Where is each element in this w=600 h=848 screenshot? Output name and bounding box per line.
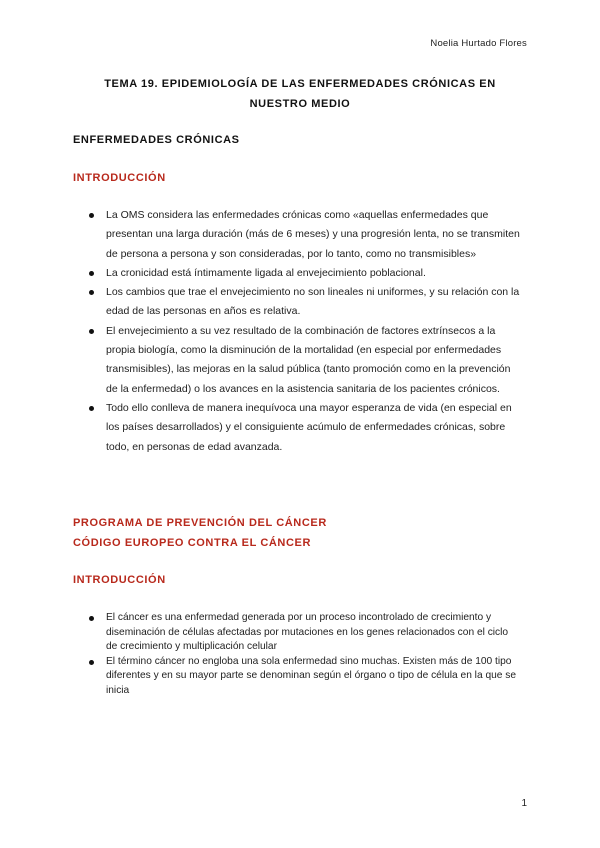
header-author: Noelia Hurtado Flores bbox=[430, 38, 527, 49]
list-item: La cronicidad está íntimamente ligada al envejecimiento poblacional. bbox=[89, 264, 523, 283]
section2-heading-line1: PROGRAMA DE PREVENCIÓN DEL CÁNCER bbox=[73, 517, 327, 529]
list-item: El cáncer es una enfermedad generada por un proceso incontrolado de crecimiento y diseminación de células afectadas por mutaciones en los genes relacionados con el ciclo de crecimiento y multiplicación celular bbox=[89, 611, 521, 655]
list-item: Los cambios que trae el envejecimiento no son lineales ni uniformes, y su relación con la edad de las personas en años es relativa. bbox=[89, 283, 523, 322]
section1-subheading: INTRODUCCIÓN bbox=[73, 172, 166, 184]
page-title-line2: NUESTRO MEDIO bbox=[249, 98, 351, 110]
section2-heading bbox=[73, 513, 327, 553]
section2-bullet-list bbox=[89, 611, 521, 699]
page-title-line1: TEMA 19. EPIDEMIOLOGÍA DE LAS ENFERMEDADES CRÓNICAS EN bbox=[104, 78, 496, 90]
page-title bbox=[60, 74, 540, 114]
page-number: 1 bbox=[521, 798, 527, 809]
list-item: El término cáncer no engloba una sola enfermedad sino muchas. Existen más de 100 tipo diferentes y en su mayor parte se denominan según el órgano o tipo de célula en la que se inicia bbox=[89, 655, 521, 699]
section2-subheading: INTRODUCCIÓN bbox=[73, 574, 166, 586]
section1-bullet-list bbox=[89, 206, 523, 457]
section1-heading: ENFERMEDADES CRÓNICAS bbox=[73, 134, 240, 146]
list-item: Todo ello conlleva de manera inequívoca una mayor esperanza de vida (en especial en los países desarrollados) y el consiguiente acúmulo de enfermedades crónicas, sobre todo, en personas de edad avanzada. bbox=[89, 399, 523, 457]
list-item: La OMS considera las enfermedades crónicas como «aquellas enfermedades que presentan una larga duración (más de 6 meses) y una progresión lenta, no se transmiten de persona a persona y son consideradas, por lo tanto, como no transmisibles» bbox=[89, 206, 523, 264]
list-item: El envejecimiento a su vez resultado de la combinación de factores extrínsecos a la propia biología, como la disminución de la mortalidad (en especial por enfermedades transmisibles), las mejoras en la salud pública (tanto promoción como en la prevención de la enfermedad) o los avances en la asistencia sanitaria de los pacientes crónicos. bbox=[89, 322, 523, 399]
section2-heading-line2: CÓDIGO EUROPEO CONTRA EL CÁNCER bbox=[73, 537, 312, 549]
